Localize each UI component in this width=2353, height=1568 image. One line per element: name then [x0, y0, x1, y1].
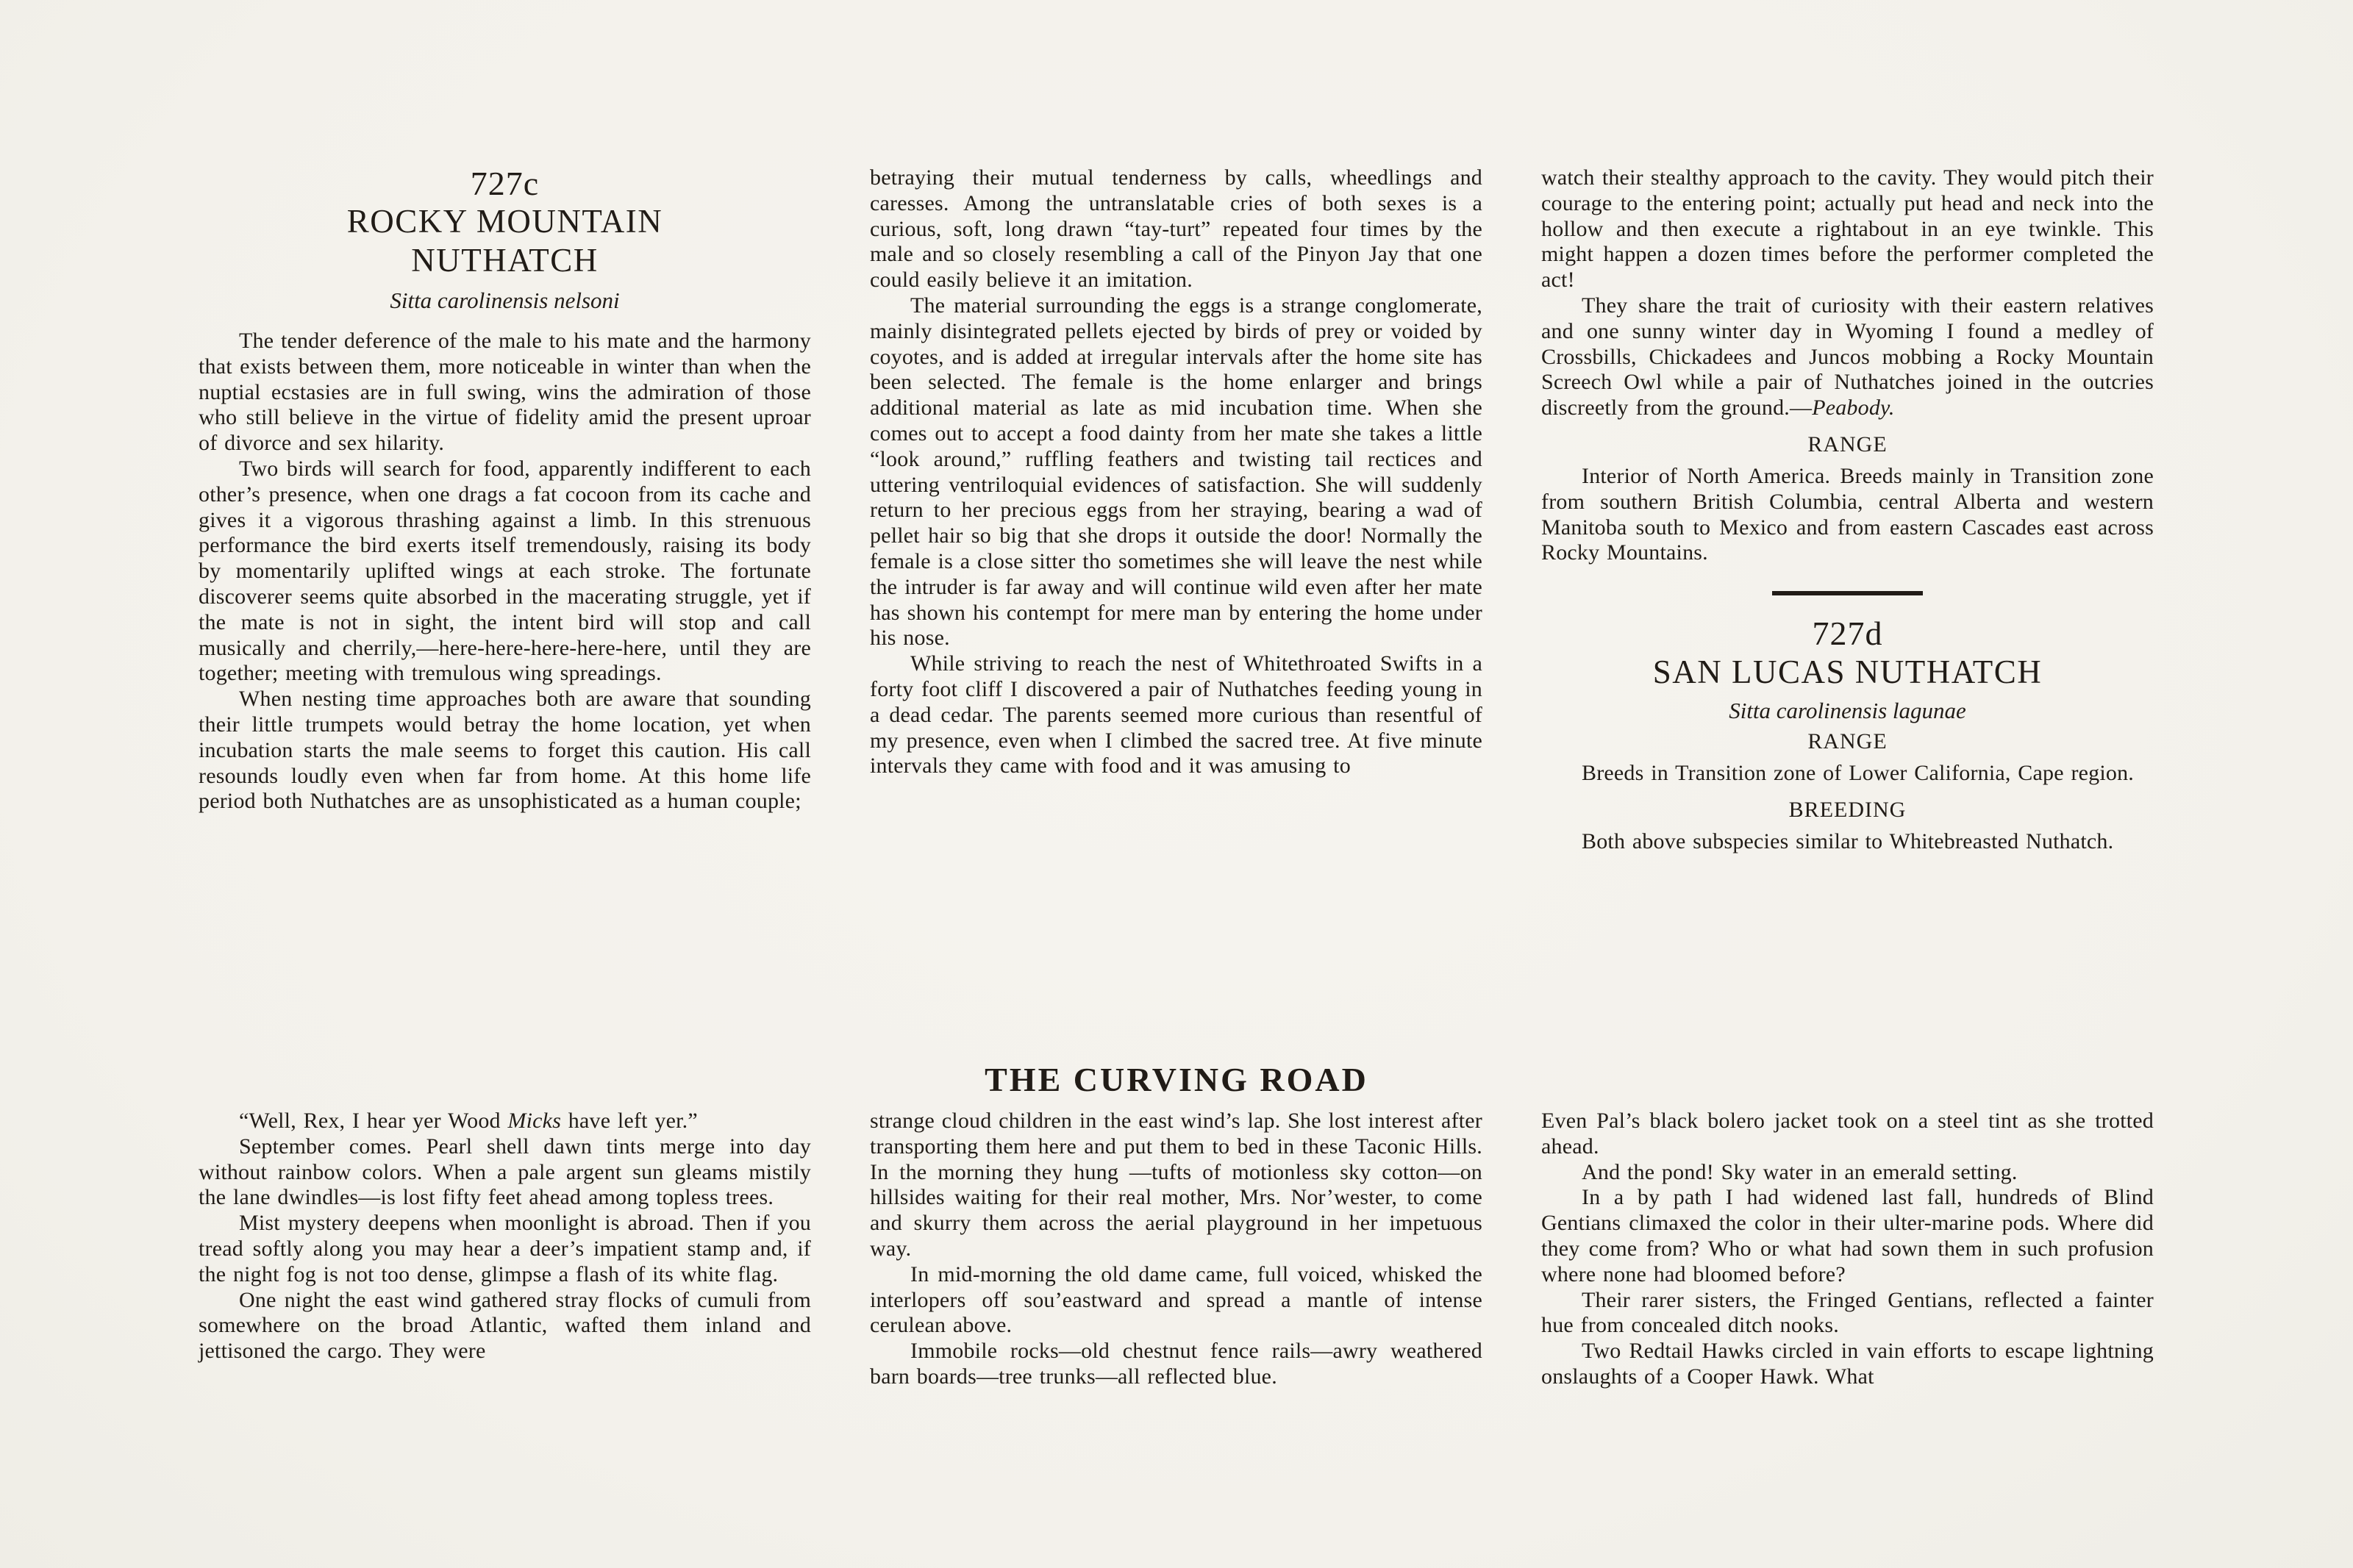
- nuthatch-column-1: [199, 165, 811, 815]
- paragraph: Two Redtail Hawks circled in vain efforts to escape lightning onslaughts of a Cooper Hawk. What: [1541, 1339, 2154, 1389]
- paragraph: watch their stealthy approach to the cavity. They would pitch their courage to the entering point; actually put head and neck into the hollow and then execute a rightabout in an eye twinkle. This might happen a dozen times before the performer completed the act!: [1541, 165, 2154, 293]
- paragraph: One night the east wind gathered stray flocks of cumuli from somewhere on the broad Atlantic, wafted them inland and jettisoned the cargo. They were: [199, 1287, 811, 1364]
- road-column-1: [199, 1109, 811, 1364]
- paragraph-text: They share the trait of curiosity with their eastern relatives and one sunny winter day in Wyoming I found a medley of Crossbills, Chickadees and Juncos mobbing a Rocky Mountain Screech Owl while a pair of Nuthatches joined in the outcries discreetly from the ground.—: [1541, 293, 2154, 420]
- quote-italic-word: Micks: [507, 1109, 562, 1133]
- article-title: SAN LUCAS NUTHATCH: [1652, 654, 2043, 691]
- range-text: Interior of North America. Breeds mainly in Transition zone from southern British Columbia, central Alberta and western Manitoba south to Mexico and from eastern Cascades east across Rocky Mountains.: [1541, 463, 2154, 565]
- paragraph-with-author: [1541, 293, 2154, 421]
- paragraph: Two birds will search for food, apparently indifferent to each other’s presence, when one drags a fat cocoon from its cache and gives it a vigorous thrashing against a limb. In this strenuous performance the bird exerts itself tremendously, raising its body by momentarily uplifted wings at each stroke. The fortunate discoverer seems quite absorbed in the macerating struggle, yet if the mate is not in sight, the intent bird will stop and call musically and cherrily,—here-here-here-here-here, until they are together; meeting with tremulous wing spreadings.: [199, 456, 811, 686]
- paragraph: September comes. Pearl shell dawn tints merge into day without rainbow colors. When a pale argent sun gleams mistily the lane dwindles—is lost fifty feet ahead among topless trees.: [199, 1134, 811, 1210]
- quote-text: “Well, Rex, I hear yer Wood: [239, 1109, 508, 1133]
- nuthatch-column-2: [870, 165, 1482, 779]
- species-name: Sitta carolinensis nelsoni: [390, 287, 620, 313]
- breeding-text: Both above subspecies similar to Whitebreasted Nuthatch.: [1582, 828, 2114, 853]
- range-text: Breeds in Transition zone of Lower California, Cape region.: [1582, 761, 2134, 786]
- quote-text: have left yer.”: [561, 1109, 698, 1133]
- road-column-2: [870, 1109, 1482, 1390]
- paragraph: Their rarer sisters, the Fringed Gentians, reflected a fainter hue from concealed ditch nooks.: [1541, 1287, 2154, 1338]
- paragraph: The material surrounding the eggs is a strange conglomerate, mainly disintegrated pellets ejected by birds of prey or voided by coyotes, and is added at irregular intervals after the home site has been selected. The female is the home enlarger and brings additional material as late as mid incubation time. When she comes out to accept a food dainty from her mate she takes a little “look around,” ruffling feathers and twisting tail rectices and uttering ventriloquial evidences of satisfaction. She will suddenly return to her precious eggs from her straying, bearing a wad of pellet hair so big that she drops it outside the door! Normally the female is a close sitter tho sometimes she will leave the nest while the intruder is far away and will continue wild even after her mate has shown his contempt for mere man by entering the home under his nose.: [870, 293, 1482, 651]
- paragraph: While striving to reach the nest of Whitethroated Swifts in a forty foot cliff I discovered a pair of Nuthatches feeding young in a dead cedar. The parents seemed more curious than resentful of my presence, even when I climbed the sacred tree. At five minute intervals they came with food and it was amusing to: [870, 651, 1482, 778]
- paragraph: The tender deference of the male to his mate and the harmony that exists between them, more noticeable in winter than when the nuptial ecstasies are in full swing, wins the admiration of those who still believe in the virtue of fidelity amid the present uproar of divorce and sex hilarity.: [199, 329, 811, 456]
- nuthatch-column-3: [1541, 165, 2154, 855]
- paragraph: Even Pal’s black bolero jacket took on a steel tint as she trotted ahead.: [1541, 1109, 2154, 1159]
- curving-road-title: THE CURVING ROAD: [985, 1060, 1368, 1098]
- paragraph: Mist mystery deepens when moonlight is abroad. Then if you tread softly along you may hear a deer’s impatient stamp and, if the night fog is not too dense, glimpse a flash of its white flag.: [199, 1211, 811, 1286]
- article-title-line-1: ROCKY MOUNTAIN: [346, 203, 663, 240]
- article-number: 727c: [470, 165, 540, 202]
- nuthatch-article: [199, 165, 2154, 855]
- range-heading: RANGE: [1807, 729, 1888, 754]
- san-lucas-article-head: [1541, 615, 2154, 724]
- paragraph: In mid-morning the old dame came, full voiced, whisked the interlopers off sou’eastward and spread a mantle of intense cerulean above.: [870, 1261, 1482, 1338]
- paragraph: When nesting time approaches both are aware that sounding their little trumpets would betray the home location, yet when incubation starts the male seems to forget this caution. His call resounds loudly even when far from home. At this home life period both Nuthatches are as unsophisticated as a human couple;: [199, 687, 811, 814]
- author-credit: Peabody.: [1812, 395, 1895, 420]
- paragraph: betraying their mutual tenderness by calls, wheedlings and caresses. Among the untranslatable cries of both sexes is a curious, soft, long drawn “tay-turt” repeated four times by the male and so closely resembling a call of the Pinyon Jay that one could easily believe it an imitation.: [870, 165, 1482, 293]
- article-number: 727d: [1812, 615, 1883, 653]
- paragraph: In a by path I had widened last fall, hundreds of Blind Gentians climaxed the color in their ulter-marine pods. Where did they come from? Who or what had sown them in such profusion where none had bloomed before?: [1541, 1185, 2154, 1286]
- article-title-line-2: NUTHATCH: [411, 242, 599, 279]
- opening-quote-paragraph: [199, 1109, 811, 1134]
- curving-road-article: [199, 1109, 2154, 1390]
- breeding-heading: BREEDING: [1788, 797, 1907, 822]
- nuthatch-article-head: [199, 165, 811, 314]
- paragraph: And the pond! Sky water in an emerald setting.: [1582, 1159, 2018, 1184]
- range-heading: RANGE: [1807, 432, 1888, 457]
- road-column-3: [1541, 1109, 2154, 1390]
- paragraph: Immobile rocks—old chestnut fence rails—awry weathered barn boards—tree trunks—all reflected blue.: [870, 1339, 1482, 1389]
- section-divider: [1772, 591, 1923, 595]
- species-name: Sitta carolinensis lagunae: [1729, 698, 1966, 724]
- paragraph: strange cloud children in the east wind’s lap. She lost interest after transporting them here and put them to bed in these Taconic Hills. In the morning they hung —tufts of motionless sky cotton—on hillsides waiting for their real mother, Mrs. Nor’wester, to come and skurry them across the aerial playground in her impetuous way.: [870, 1109, 1482, 1261]
